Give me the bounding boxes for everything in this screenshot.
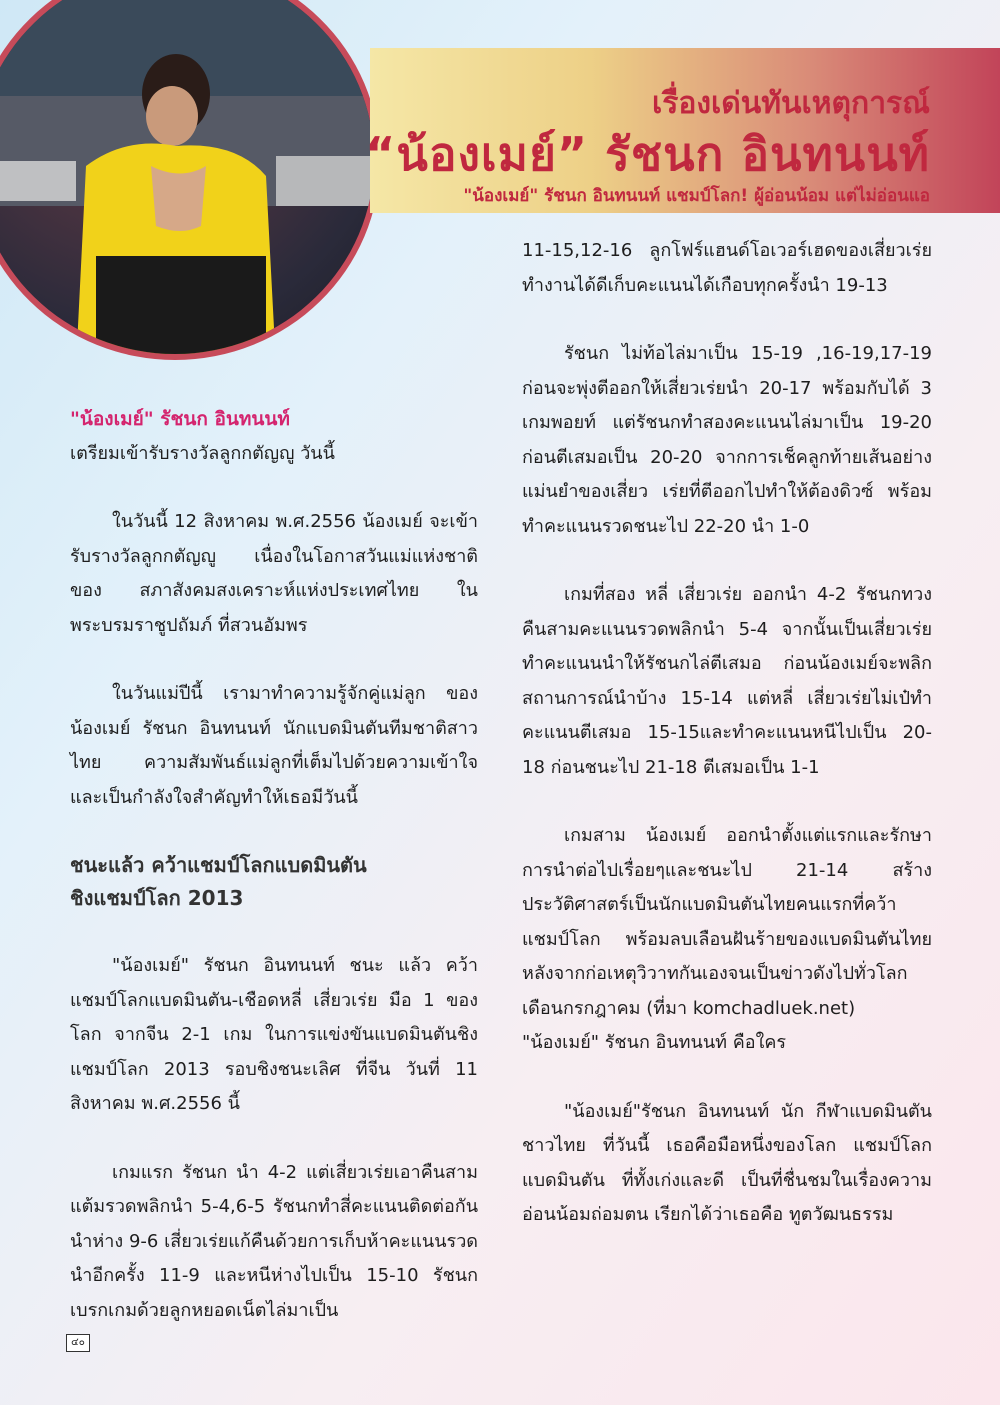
praying-hands [151,166,206,231]
spacer [70,471,478,505]
section-heading-line1: ชนะแล้ว คว้าแชมป์โลกแบดมินตัน [70,853,367,877]
black-shorts [96,256,266,360]
lead-subtitle: เตรียมเข้ารับรางวัลลูกกตัญญู วันนี้ [70,442,335,464]
article-tagline: "น้องเมย์" รัชนก อินทนนท์ แชมป์โลก! ผู้อ่อนน้อม แต่ไม่อ่อนแอ [463,186,930,206]
spacer [70,643,478,677]
sponsor-board [0,161,76,201]
athlete-photo [0,0,380,360]
spacer [522,303,932,337]
athlete-illustration [0,0,380,360]
lead-name: "น้องเมย์" รัชนก อินทนนท์ [70,408,290,430]
section-heading-line2: ชิงแชมป์โลก 2013 [70,886,244,910]
paragraph-subheading: "น้องเมย์" รัชนก อินทนนท์ คือใคร [522,1032,787,1053]
face [146,86,198,146]
spacer [522,544,932,578]
spacer [522,785,932,819]
left-column [70,402,478,1328]
paragraph: "น้องเมย์" รัชนก อินทนนท์ ชนะ แล้ว คว้าแชมป์โลกแบดมินตัน-เชือดหลี่ เสี่ยวเร่ย มือ 1 ของโลก จากจีน 2-1 เกม ในการแข่งขันแบดมินตันชิงแชมป์โลก 2013 รอบชิงชนะเลิศ ที่จีน วันที่ 11 สิงหาคม พ.ศ.2556 นี้ [70,955,478,1114]
paragraph: "น้องเมย์"รัชนก อินทนนท์ นัก กีฬาแบดมินตันชาวไทย ที่วันนี้ เธอคือมือหนึ่งของโลก แชมป์โลกแบดมินตัน ที่ทั้งเก่งและดี เป็นที่ชื่นชมในเรื่องความอ่อนน้อมถ่อมตน เรียกได้ว่าเธอคือ ทูตวัฒนธรรม [522,1100,932,1225]
right-column [522,234,932,1233]
paragraph: ในวันนี้ 12 สิงหาคม พ.ศ.2556 น้องเมย์ จะเข้ารับรางวัลลูกกตัญญู เนื่องในโอกาสวันแม่แห่งชาติ ของ สภาสังคมสงเคราะห์แห่งประเทศไทย ในพระบรมราชูปถัมภ์ ที่สวนอัมพร [70,511,478,636]
paragraph: เกมสาม น้องเมย์ ออกนำตั้งแต่แรกและรักษาการนำต่อไปเรื่อยๆและชนะไป 21-14 สร้างประวัติศาสตร์เป็นนักแบดมินตันไทยคนแรกที่คว้าแชมป์โลก พร้อมลบเลือนฝันร้ายของแบดมินตันไทย หลังจากก่อเหตุวิวาทกันเองจนเป็นข่าวดังไปทั่วโลกเดือนกรกฎาคม (ที่มา komchadluek.net) [522,825,932,1019]
paragraph: รัชนก ไม่ท้อไล่มาเป็น 15-19 ,16-19,17-19 ก่อนจะพุ่งตีออกให้เสี่ยวเร่ยนำ 20-17 พร้อมกับได้ 3 เกมพอยท์ แต่รัชนกทำสองคะแนนไล่มาเป็น 19-20 ก่อนตีเสมอเป็น 20-20 จากการเช็คลูกท้ายเส้นอย่างแม่นยำของเสี่ยว เร่ยที่ตีออกไปทำให้ต้องดิวซ์ พร้อมทำคะแนนรวดชนะไป 22-20 นำ 1-0 [522,343,932,537]
page-number: ๔๐ [66,1334,90,1352]
spacer [70,1122,478,1156]
paragraph: เกมแรก รัชนก นำ 4-2 แต่เสี่ยวเร่ยเอาคืนสามแต้มรวดพลิกนำ 5-4,6-5 รัชนกทำสี่คะแนนติดต่อกันนำห่าง 9-6 เสี่ยวเร่ยแก้คืนด้วยการเก็บห้าคะแนนรวดนำอีกครั้ง 11-9 และหนีห่างไปเป็น 15-10 รัชนกเบรกเกมด้วยลูกหยอดเน็ตไล่มาเป็น [70,1161,478,1321]
spacer [70,915,478,949]
section-kicker: เรื่องเด่นทันเหตุการณ์ [651,86,930,121]
paragraph: ในวันแม่ปีนี้ เรามาทำความรู้จักคู่แม่ลูก ของ น้องเมย์ รัชนก อินทนนท์ นักแบดมินตันทีมชาติสาวไทย ความสัมพันธ์แม่ลูกที่เต็มไปด้วยความเข้าใจ และเป็นกำลังใจสำคัญทำให้เธอมีวันนี้ [70,683,478,808]
paragraph: เกมที่สอง หลี่ เสี่ยวเร่ย ออกนำ 4-2 รัชนกทวงคืนสามคะแนนรวดพลิกนำ 5-4 จากนั้นเป็นเสี่ยวเร่ยทำคะแนนนำให้รัชนกไล่ตีเสมอ ก่อนน้องเมย์จะพลิกสถานการณ์นำบ้าง 15-14 แต่หลี่ เสี่ยวเร่ยไม่เป๋ทำคะแนนตีเสมอ 15-15และทำคะแนนหนีไปเป็น 20-18 ก่อนชนะไป 21-18 ตีเสมอเป็น 1-1 [522,584,932,778]
spacer [70,815,478,849]
spacer [522,1061,932,1095]
paragraph: 11-15,12-16 ลูกโฟร์แฮนด์โอเวอร์เฮดของเสี่ยวเร่ยทำงานได้ดีเก็บคะแนนได้เกือบทุกครั้งนำ 19-13 [522,240,932,296]
article-title: “น้องเมย์” รัชนก อินทนนท์ [365,127,930,181]
